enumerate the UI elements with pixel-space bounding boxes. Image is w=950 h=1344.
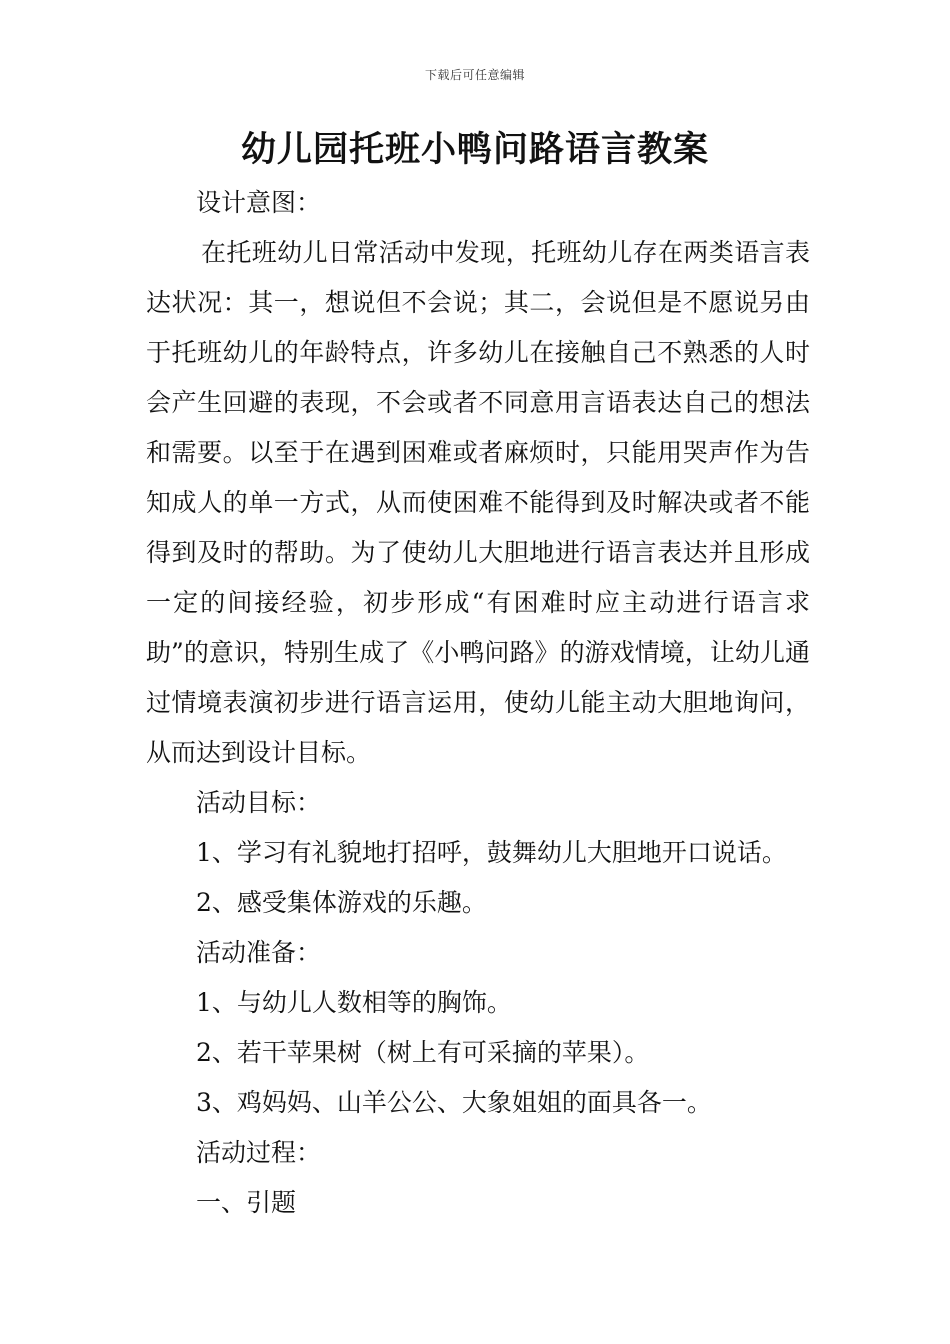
goal-item-1: 1、学习有礼貌地打招呼，鼓舞幼儿大胆地开口说话。 xyxy=(196,838,787,867)
section-heading-activity-goals: 活动目标： xyxy=(196,788,322,817)
header-note: 下载后可任意编辑 xyxy=(424,68,525,82)
goal-item-2: 2、感受集体游戏的乐趣。 xyxy=(196,888,487,917)
process-step-1: 一、引题 xyxy=(196,1188,297,1217)
section-heading-activity-process: 活动过程： xyxy=(196,1138,322,1167)
preparation-item-1: 1、与幼儿人数相等的胸饰。 xyxy=(196,988,512,1017)
preparation-item-3: 3、鸡妈妈、山羊公公、大象姐姐的面具各一。 xyxy=(196,1088,712,1117)
section-heading-design-intent: 设计意图： xyxy=(196,188,322,217)
design-intent-paragraph: 在托班幼儿日常活动中发现，托班幼儿存在两类语言表达状况：其一，想说但不会说；其二，会说但是不愿说另由于托班幼儿的年龄特点，许多幼儿在接触自己不熟悉的人时会产生回避的表现，不会或者不同意用言语表达自己的想法和需要。以至于在遇到困难或者麻烦时，只能用哭声作为告知成人的单一方式，从而使困难不能得到及时解决或者不能得到及时的帮助。为了使幼儿大胆地进行语言表达并且形成一定的间接经验，初步形成“有困难时应主动进行语言求助”的意识，特别生成了《小鸭问路》的游戏情境，让幼儿通过情境表演初步进行语言运用，使幼儿能主动大胆地询问，从而达到设计目标。 xyxy=(146,238,810,767)
document-body xyxy=(146,178,810,1228)
document-title: 幼儿园托班小鸭问路语言教案 xyxy=(240,130,709,170)
preparation-item-2: 2、若干苹果树（树上有可采摘的苹果）。 xyxy=(196,1038,650,1067)
section-heading-activity-preparation: 活动准备： xyxy=(196,938,322,967)
